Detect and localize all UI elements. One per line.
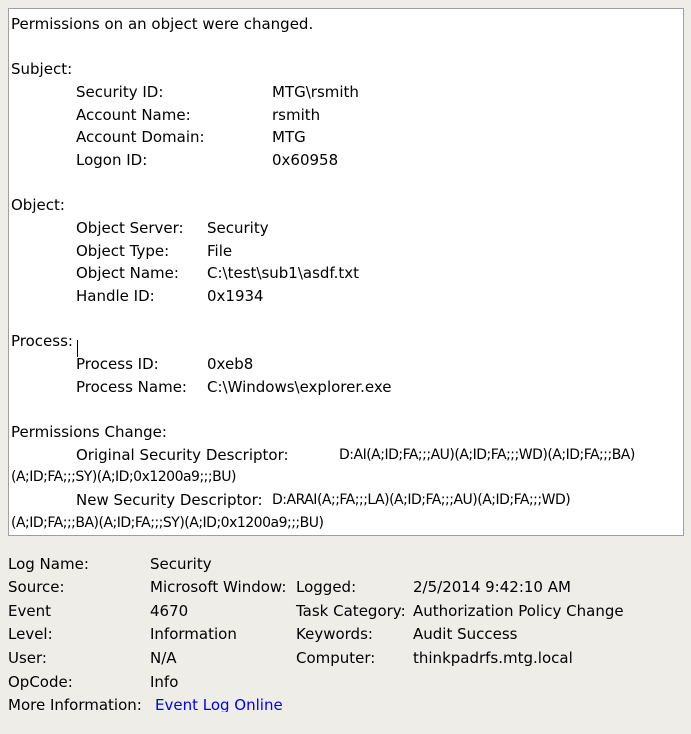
object-type-value: File — [207, 242, 233, 260]
source-value: Microsoft Window: — [150, 578, 287, 596]
object-server-value: Security — [207, 219, 269, 237]
event-label: Event — [8, 602, 51, 620]
computer-value: thinkpadrfs.mtg.local — [413, 649, 573, 667]
keywords-value: Audit Success — [413, 625, 518, 643]
logged-value: 2/5/2014 9:42:10 AM — [413, 578, 571, 596]
handle-id-value: 0x1934 — [207, 287, 264, 305]
account-name-label: Account Name: — [76, 106, 191, 124]
new-descriptor-value: D:ARAI(A;;FA;;;LA)(A;ID;FA;;;AU)(A;ID;FA;;;WD) — [272, 492, 571, 508]
object-type-label: Object Type: — [76, 242, 170, 260]
user-label: User: — [8, 649, 47, 667]
user-value: N/A — [150, 649, 177, 667]
computer-label: Computer: — [296, 649, 376, 667]
opcode-value: Info — [150, 673, 179, 691]
source-label: Source: — [8, 578, 65, 596]
logon-id-value: 0x60958 — [272, 151, 339, 169]
process-name-label: Process Name: — [76, 378, 187, 396]
security-id-value: MTG\rsmith — [272, 83, 359, 101]
message-headline: Permissions on an object were changed. — [11, 15, 314, 33]
process-heading: Process: — [11, 332, 73, 350]
account-domain-label: Account Domain: — [76, 128, 205, 146]
process-id-label: Process ID: — [76, 355, 159, 373]
subject-heading: Subject: — [11, 60, 73, 78]
opcode-label: OpCode: — [8, 673, 73, 691]
task-category-value: Authorization Policy Change — [413, 602, 624, 620]
object-name-label: Object Name: — [76, 264, 179, 282]
account-domain-value: MTG — [272, 128, 306, 146]
original-descriptor-value: D:AI(A;ID;FA;;;AU)(A;ID;FA;;;WD)(A;ID;FA;;;BA) — [339, 447, 635, 463]
process-name-value: C:\Windows\explorer.exe — [207, 378, 392, 396]
log-name-label: Log Name: — [8, 555, 89, 573]
event-message-textbox[interactable] — [8, 8, 684, 536]
original-descriptor-value-cont: (A;ID;FA;;;SY)(A;ID;0x1200a9;;;BU) — [11, 469, 236, 485]
logged-label: Logged: — [296, 578, 357, 596]
task-category-label: Task Category: — [296, 602, 406, 620]
object-server-label: Object Server: — [76, 219, 184, 237]
event-id-value: 4670 — [150, 602, 189, 620]
original-descriptor-label: Original Security Descriptor: — [76, 446, 289, 464]
handle-id-label: Handle ID: — [76, 287, 155, 305]
security-id-label: Security ID: — [76, 83, 164, 101]
new-descriptor-value-cont: (A;ID;FA;;;BA)(A;ID;FA;;;SY)(A;ID;0x1200a9;;;BU) — [11, 515, 324, 531]
permissions-change-heading: Permissions Change: — [11, 423, 167, 441]
log-name-value: Security — [150, 555, 212, 573]
account-name-value: rsmith — [272, 106, 321, 124]
logon-id-label: Logon ID: — [76, 151, 148, 169]
event-log-online-link[interactable]: Event Log Online — [155, 696, 283, 712]
process-id-value: 0xeb8 — [207, 355, 254, 373]
level-value: Information — [150, 625, 237, 639]
more-information-label: More Information: — [8, 696, 142, 714]
object-name-value: C:\test\sub1\asdf.txt — [207, 264, 360, 282]
level-label: Level: — [8, 625, 53, 643]
new-descriptor-label: New Security Descriptor: — [76, 491, 263, 509]
object-heading: Object: — [11, 196, 65, 214]
keywords-label: Keywords: — [296, 625, 373, 643]
